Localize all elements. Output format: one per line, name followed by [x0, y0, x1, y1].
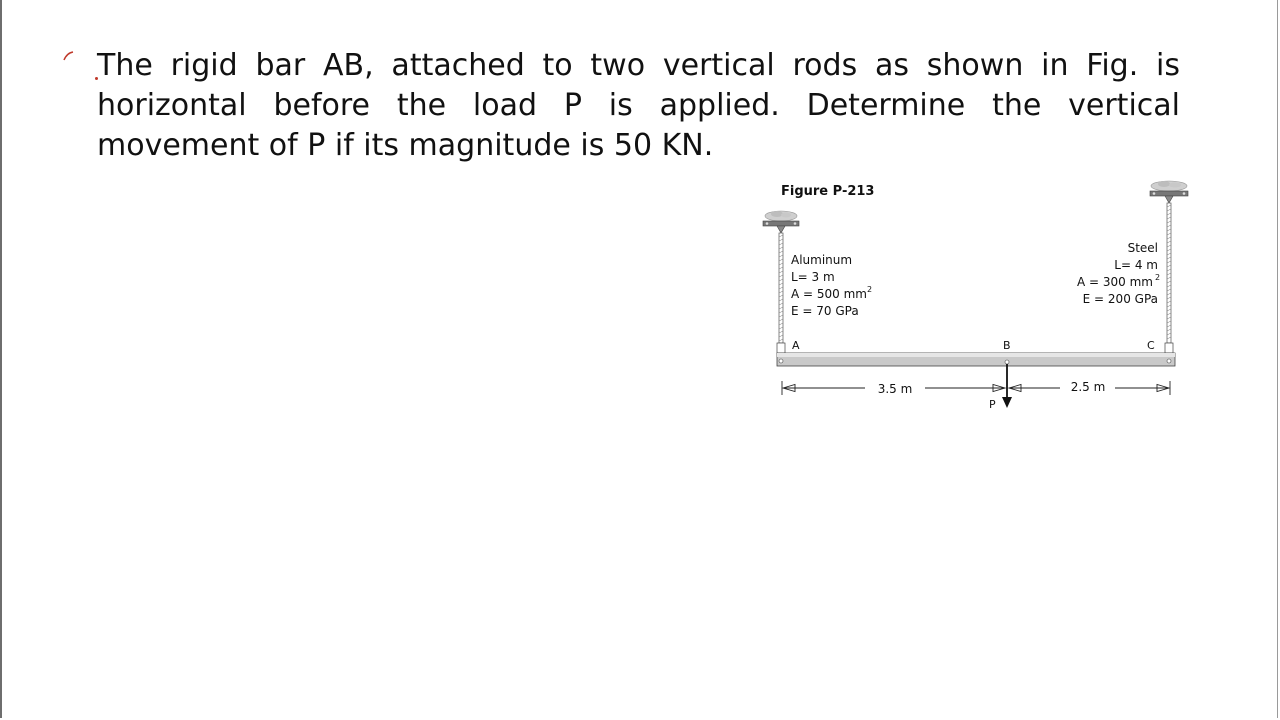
figure-title: Figure P-213	[781, 184, 875, 199]
problem-statement: The rigid bar AB, attached to two vertical rods as shown in Fig. is horizontal before the load P is applied. Determine the vertical movement of P if its magnitude is 50 KN.	[97, 48, 1180, 163]
steel-rod	[1165, 203, 1173, 353]
left-support-icon	[763, 211, 799, 233]
steel-area-exp: 2	[1155, 273, 1161, 282]
steel-modulus: E = 200 GPa	[1082, 292, 1158, 306]
right-support-icon	[1150, 181, 1188, 203]
aluminum-length: L= 3 m	[791, 270, 835, 284]
steel-name: Steel	[1127, 241, 1158, 255]
aluminum-area: A = 500 mm	[791, 287, 867, 301]
point-a-label: A	[792, 339, 800, 352]
aluminum-rod	[777, 233, 785, 353]
steel-area: A = 300 mm	[1077, 275, 1153, 289]
load-label: P	[989, 398, 996, 411]
dim-left-label: 3.5 m	[877, 382, 913, 396]
annotation-tick-icon	[62, 50, 76, 64]
figure-p213	[755, 175, 1205, 425]
point-b-label: B	[1003, 339, 1011, 352]
load-arrow-icon	[1002, 364, 1012, 408]
aluminum-modulus: E = 70 GPa	[791, 304, 859, 318]
aluminum-area-exp: 2	[867, 285, 873, 294]
point-c-label: C	[1147, 339, 1155, 352]
dimension-lines	[782, 381, 1170, 395]
rigid-bar	[777, 353, 1175, 366]
aluminum-name: Aluminum	[791, 253, 853, 267]
dim-right-label: 2.5 m	[1070, 380, 1106, 394]
steel-length: L= 4 m	[1114, 258, 1158, 272]
